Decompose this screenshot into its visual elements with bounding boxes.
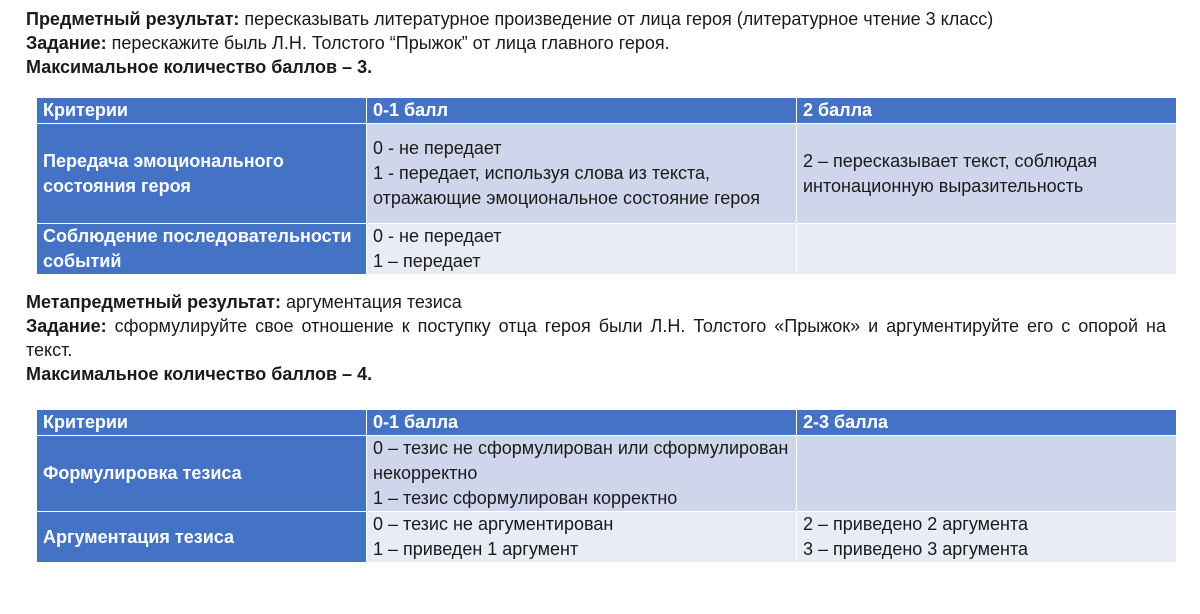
criterion-cell: Формулировка тезиса [37,436,367,512]
table-row [37,512,1177,563]
table-row [37,436,1177,512]
section2-intro [26,290,1166,386]
table-header-row [37,410,1177,436]
score-high-cell [797,224,1177,275]
section2-result [26,290,1166,314]
section1-rubric-table [36,97,1177,275]
section2-rubric-table [36,409,1177,563]
section2-task-text: сформулируйте свое отношение к поступку отца героя были Л.Н. Толстого «Прыжок» и аргументируйте его с опорой на текст. [26,316,1166,360]
score-low-cell: 0 – тезис не сформулирован или сформулирован некорректно 1 – тезис сформулирован корректно [367,436,797,512]
score-low-cell: 0 - не передает 1 - передает, используя слова из текста, отражающие эмоциональное состояние героя [367,124,797,224]
header-criteria: Критерии [37,410,367,436]
score-high-cell: 2 – пересказывает текст, соблюдая интонационную выразительность [797,124,1177,224]
section2-max-score: Максимальное количество баллов – 4. [26,364,373,384]
section1-result-label: Предметный результат: [26,9,240,29]
header-score-low: 0-1 балл [367,98,797,124]
section1-intro [26,7,1166,79]
table-row [37,124,1177,224]
section2-result-text: аргументация тезиса [280,292,462,312]
header-score-high: 2-3 балла [797,410,1177,436]
criterion-cell: Аргументация тезиса [37,512,367,563]
section2-task-label: Задание: [26,316,107,336]
section2-result-label: Метапредметный результат: [26,292,281,312]
section1-result [26,7,1166,31]
section2-task [26,314,1166,362]
header-score-low: 0-1 балла [367,410,797,436]
section1-task [26,31,1166,55]
score-low-cell: 0 – тезис не аргументирован 1 – приведен 1 аргумент [367,512,797,563]
table-row [37,224,1177,275]
table-header-row [37,98,1177,124]
section1-result-text: пересказывать литературное произведение от лица героя (литературное чтение 3 класс) [239,9,994,29]
section1-task-text: перескажите быль Л.Н. Толстого “Прыжок” от лица главного героя. [106,33,670,53]
header-criteria: Критерии [37,98,367,124]
section1-max-score: Максимальное количество баллов – 3. [26,57,373,77]
criterion-cell: Соблюдение последовательности событий [37,224,367,275]
score-low-cell: 0 - не передает 1 – передает [367,224,797,275]
score-high-cell: 2 – приведено 2 аргумента 3 – приведено 3 аргумента [797,512,1177,563]
criterion-cell: Передача эмоционального состояния героя [37,124,367,224]
score-high-cell [797,436,1177,512]
header-score-high: 2 балла [797,98,1177,124]
section1-task-label: Задание: [26,33,107,53]
